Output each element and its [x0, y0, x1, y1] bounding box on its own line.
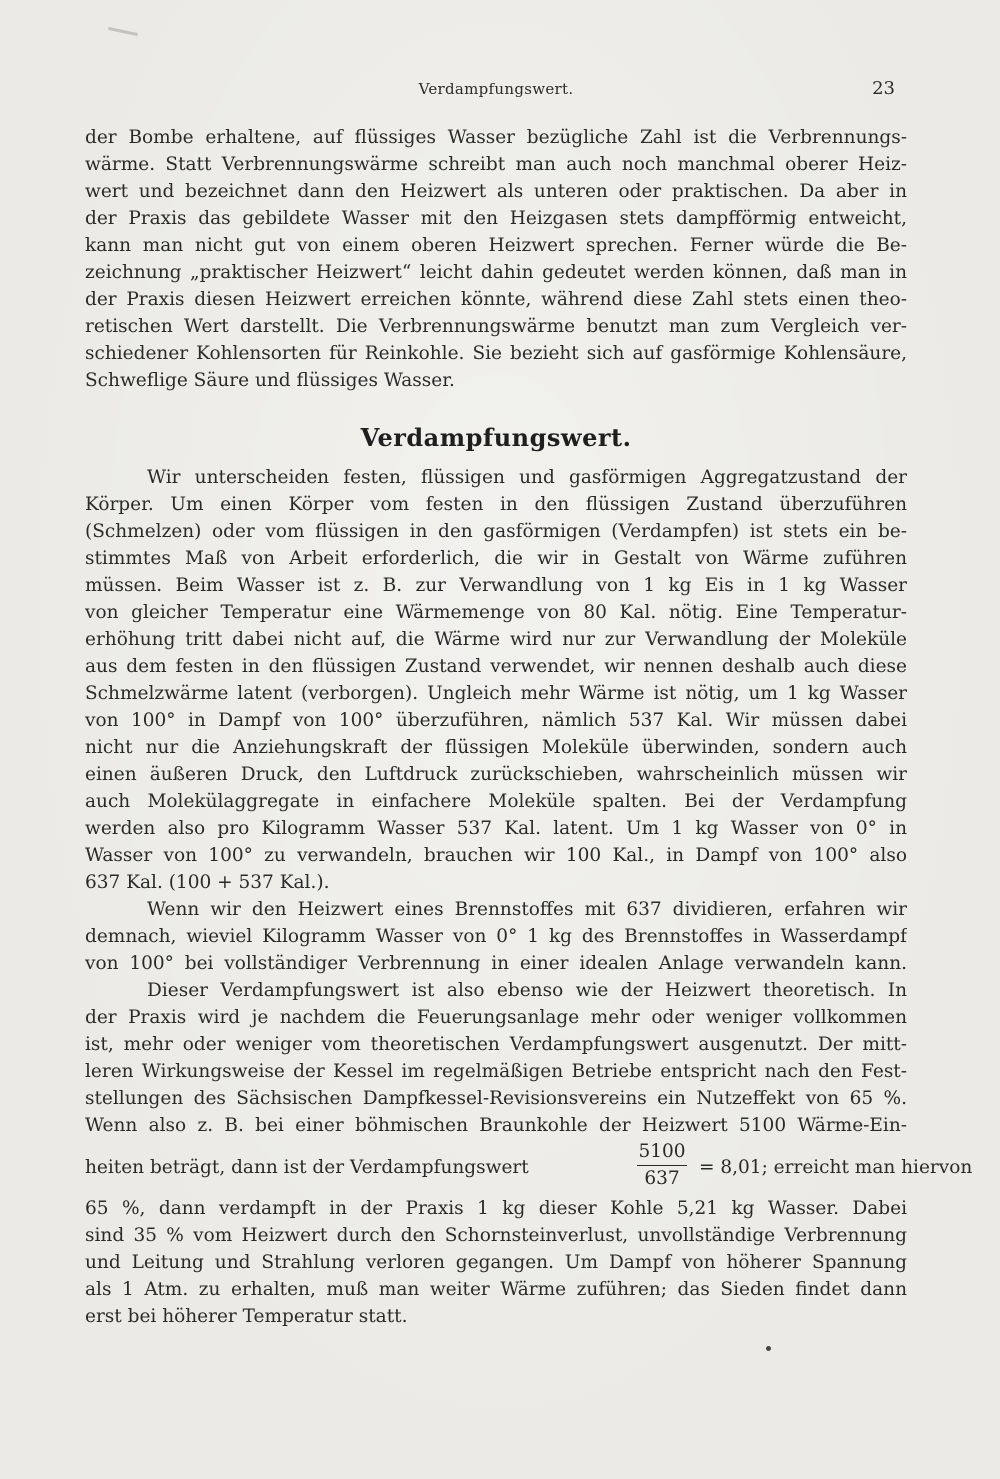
text-line: zeichnung „praktischer Heizwert“ leicht dahin gedeutet werden können, daß man in	[85, 262, 907, 283]
text-line: müssen. Beim Wasser ist z. B. zur Verwandlung von 1 kg Eis in 1 kg Wasser	[85, 575, 907, 596]
text-line: ist, mehr oder weniger vom theoretischen Verdampfungswert ausgenutzt. Der mitt-	[85, 1034, 907, 1055]
text-line: Wir unterscheiden festen, flüssigen und gasförmigen Aggregatzustand der	[147, 467, 907, 488]
text-line: Wasser von 100° zu verwandeln, brauchen wir 100 Kal., in Dampf von 100° also	[85, 845, 907, 866]
text-line: stimmtes Maß von Arbeit erforderlich, die wir in Gestalt von Wärme zuführen	[85, 548, 907, 569]
text-line: sind 35 % vom Heizwert durch den Schornsteinverlust, unvollständige Verbrennung	[85, 1225, 907, 1246]
running-title: Verdampfungswert.	[418, 80, 574, 98]
text-line: der Praxis das gebildete Wasser mit den Heizgasen stets dampfförmig entweicht,	[85, 208, 907, 229]
running-head	[85, 78, 907, 102]
text-line: der Praxis wird je nachdem die Feuerungsanlage mehr oder weniger vollkommen	[85, 1007, 907, 1028]
text-line: aus dem festen in den flüssigen Zustand verwendet, wir nennen deshalb auch diese	[85, 656, 907, 677]
text-line: nicht nur die Anziehungskraft der flüssigen Moleküle überwinden, sondern auch	[85, 737, 907, 758]
page-number: 23	[872, 78, 895, 99]
text-line: Schweflige Säure und flüssiges Wasser.	[85, 370, 455, 391]
text-line: auch Molekülaggregate in einfachere Moleküle spalten. Bei der Verdampfung	[85, 791, 907, 812]
text-line: und Leitung und Strahlung verloren gegangen. Um Dampf von höherer Spannung	[85, 1252, 907, 1273]
text-line: 637 Kal. (100 + 537 Kal.).	[85, 872, 330, 893]
text-line: erst bei höherer Temperatur statt.	[85, 1306, 408, 1327]
text-line: als 1 Atm. zu erhalten, muß man weiter Wärme zuführen; das Sieden findet dann	[85, 1279, 907, 1300]
fraction-line	[85, 1139, 973, 1195]
fraction-denominator: 637	[644, 1168, 680, 1189]
text-line: retischen Wert darstellt. Die Verbrennungswärme benutzt man zum Vergleich ver-	[85, 316, 907, 337]
intro-paragraph	[85, 124, 907, 394]
text-line: 65 %, dann verdampft in der Praxis 1 kg dieser Kohle 5,21 kg Wasser. Dabei	[85, 1198, 907, 1219]
text-line: Wenn wir den Heizwert eines Brennstoffes mit 637 dividieren, erfahren wir	[147, 899, 907, 920]
text-line: (Schmelzen) oder vom flüssigen in den gasförmigen (Verdampfen) ist stets ein be-	[85, 521, 907, 542]
text-line: Dieser Verdampfungswert ist also ebenso wie der Heizwert theoretisch. In	[147, 980, 907, 1001]
fraction-numerator: 5100	[637, 1139, 687, 1166]
text-line: der Praxis diesen Heizwert erreichen könnte, während diese Zahl stets einen theo-	[85, 289, 907, 310]
text-line: einen äußeren Druck, den Luftdruck zurückschieben, wahrscheinlich müssen wir	[85, 764, 907, 785]
text-line: wärme. Statt Verbrennungswärme schreibt man auch noch manchmal oberer Heiz-	[85, 154, 907, 175]
text-line: von gleicher Temperatur eine Wärmemenge von 80 Kal. nötig. Eine Temperatur-	[85, 602, 907, 623]
text-line: wert und bezeichnet dann den Heizwert als unteren oder praktischen. Da aber in	[85, 181, 907, 202]
text-line: der Bombe erhaltene, auf flüssiges Wasser bezügliche Zahl ist die Verbrennungs-	[85, 127, 907, 148]
text-line: Schmelzwärme latent (verborgen). Ungleich mehr Wärme ist nötig, um 1 kg Wasser	[85, 683, 907, 704]
text-line: von 100° in Dampf von 100° überzuführen, nämlich 537 Kal. Wir müssen dabei	[85, 710, 907, 731]
text-line: demnach, wieviel Kilogramm Wasser von 0° 1 kg des Brennstoffes in Wasserdampf	[85, 926, 907, 947]
text-line: Körper. Um einen Körper vom festen in den flüssigen Zustand überzuführen	[85, 494, 907, 515]
fraction-line-text-left: heiten beträgt, dann ist der Verdampfungswert	[85, 1157, 529, 1178]
ink-speck	[766, 1346, 771, 1351]
text-line: erhöhung tritt dabei nicht auf, die Wärme wird nur zur Verwandlung der Moleküle	[85, 629, 907, 650]
text-line: werden also pro Kilogramm Wasser 537 Kal. latent. Um 1 kg Wasser von 0° in	[85, 818, 907, 839]
section-body	[85, 464, 973, 1330]
text-line: Wenn also z. B. bei einer böhmischen Braunkohle der Heizwert 5100 Wärme-Ein-	[85, 1115, 907, 1136]
scan-smudge	[108, 27, 138, 36]
text-line: leren Wirkungsweise der Kessel im regelmäßigen Betriebe entspricht nach den Fest-	[85, 1061, 907, 1082]
fraction-line-text-right: = 8,01; erreicht man hiervon	[699, 1157, 973, 1178]
text-line: schiedener Kohlensorten für Reinkohle. Sie bezieht sich auf gasförmige Kohlensäure,	[85, 343, 907, 364]
section-heading: Verdampfungswert.	[360, 423, 632, 452]
fraction	[637, 1139, 687, 1192]
text-line: von 100° bei vollständiger Verbrennung in einer idealen Anlage verwandeln kann.	[85, 953, 907, 974]
text-line: stellungen des Sächsischen Dampfkessel-Revisionsvereins ein Nutzeffekt von 65 %.	[85, 1088, 907, 1109]
text-line: kann man nicht gut von einem oberen Heizwert sprechen. Ferner würde die Be-	[85, 235, 907, 256]
